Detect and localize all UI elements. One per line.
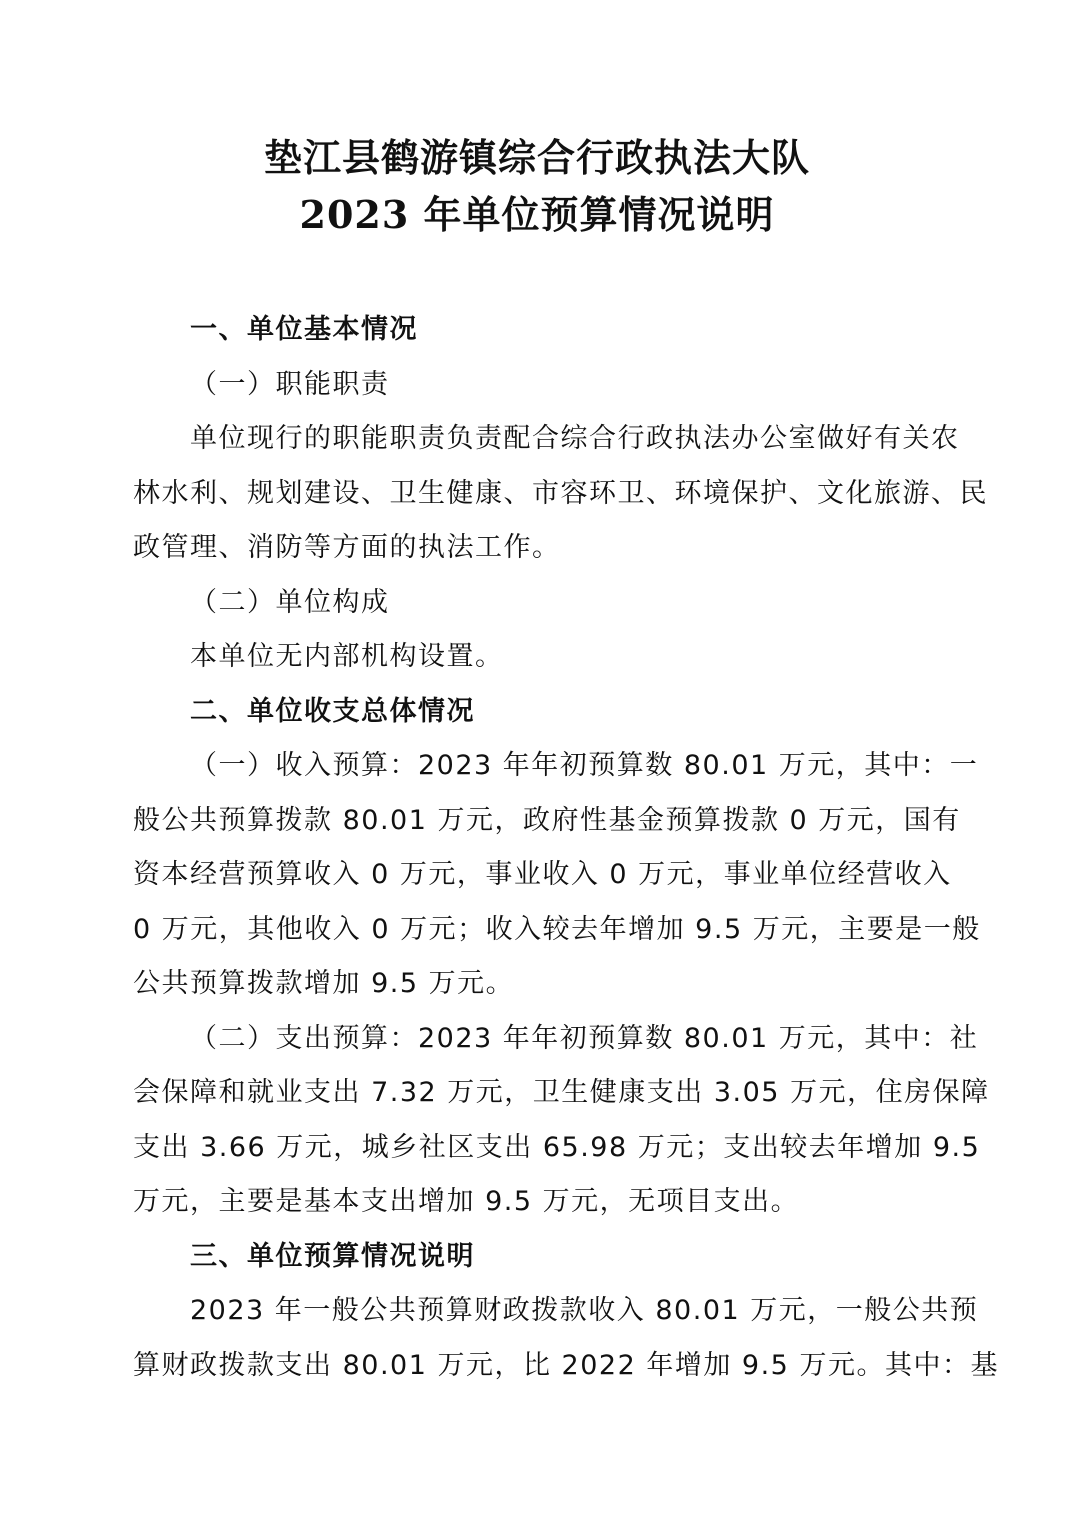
text-line: 单位现行的职能职责负责配合综合行政执法办公室做好有关农 (190, 423, 960, 454)
text-line: 0 万元，其他收入 0 万元；收入较去年增加 9.5 万元，主要是一般 (133, 913, 981, 945)
text-line: 公共预算拨款增加 9.5 万元。 (133, 968, 515, 999)
text-line: 支出 3.66 万元，城乡社区支出 65.98 万元；支出较去年增加 9.5 (133, 1131, 981, 1163)
paragraph-income-budget (133, 739, 981, 1012)
paragraph-composition: 本单位无内部机构设置。 (190, 641, 504, 672)
document-body (133, 303, 999, 1393)
paragraph-expenditure-budget (133, 1012, 990, 1230)
text-line: 般公共预算拨款 80.01 万元，政府性基金预算拨款 0 万元，国有 (133, 804, 961, 836)
text-line: 政管理、消防等方面的执法工作。 (133, 532, 561, 563)
subheading-functions: （一）职能职责 (190, 368, 390, 400)
text-line: 万元，主要是基本支出增加 9.5 万元，无项目支出。 (133, 1186, 800, 1217)
paragraph-functions (133, 412, 988, 576)
text-line: 2023 年一般公共预算财政拨款收入 80.01 万元，一般公共预 (190, 1295, 979, 1326)
text-line: 资本经营预算收入 0 万元，事业收入 0 万元，事业单位经营收入 (133, 859, 952, 890)
text-line: （二）支出预算：2023 年年初预算数 80.01 万元，其中：社 (190, 1022, 979, 1054)
text-line: 会保障和就业支出 7.32 万元，卫生健康支出 3.05 万元，住房保障 (133, 1077, 990, 1108)
section-heading-basic-info: 一、单位基本情况 (190, 314, 418, 345)
document-title-line-2: 2023 年单位预算情况说明 (299, 192, 775, 237)
text-line: 林水利、规划建设、卫生健康、市容环卫、环境保护、文化旅游、民 (133, 477, 988, 509)
paragraph-budget-explanation (133, 1284, 999, 1393)
section-heading-budget-explanation: 三、单位预算情况说明 (190, 1240, 475, 1272)
text-line: （一）收入预算：2023 年年初预算数 80.01 万元，其中：一 (190, 750, 979, 781)
subheading-composition: （二）单位构成 (190, 586, 390, 618)
text-line: 算财政拨款支出 80.01 万元，比 2022 年增加 9.5 万元。其中：基 (133, 1349, 999, 1381)
document-title-line-1: 垫江县鹤游镇综合行政执法大队 (263, 135, 810, 180)
section-heading-overall-budget: 二、单位收支总体情况 (190, 695, 475, 727)
